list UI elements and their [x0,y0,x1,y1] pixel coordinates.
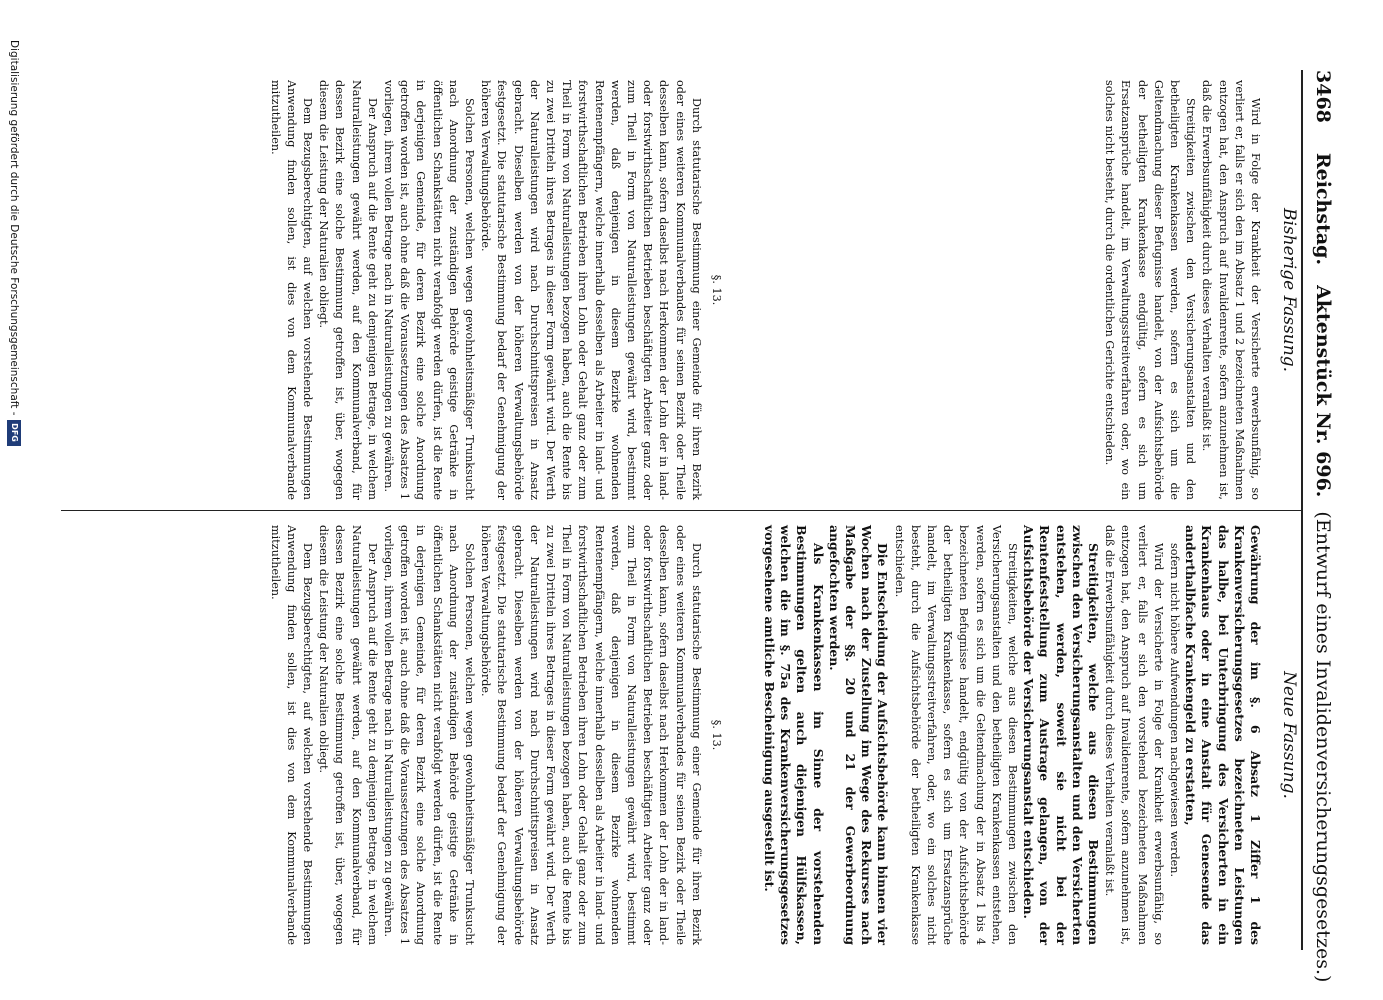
right-paragraph: Wird der Versicherte in Folge der Krankheit erwerbsunfähig, so verliert er, falls er sich den vorstehend bezeichneten Maßnahmen entzogen hat, den Anspruch auf Invalidenrente, sofern anzunehmen ist, daß die Erwerbsunfähigkeit durch dieses Verhalten veranlaßt ist. [1103,525,1165,945]
right-bold-paragraph: Als Krankenkassen im Sinne der vorstehenden Bestimmungen gelten auch diejenigen Hülfskassen, welchen die im §. 75a des Krankenversicherungsgesetzes vorgesehene amtliche Bescheinigung ausgestellt ist. [761,525,826,945]
section-heading: §. 13. [710,719,723,751]
dfg-logo-icon: DFG [7,420,21,446]
left-column-section [266,80,728,500]
publication-name: Reichstag. [1312,152,1334,266]
right-bold-paragraph: Streitigkeiten, welche aus diesen Bestimmungen zwischen den Versicherungsanstalten und den Versicherten entstehen, werden, soweit sie nicht bei der Rentenfeststellung zum Austrage gelangen, von der Aufsichtsbehörde der Versicherungsanstalt entschieden. [1021,525,1101,945]
left-paragraph: Wird in Folge der Krankheit der Versicherte erwerbsunfähig, so verliert er, falls er sich den im Absatz 1 und 2 bezeichneten Maßnahmen entzogen hat, den Anspruch auf Invalidenrente, sofern anzunehmen ist, daß die Erwerbsunfähigkeit durch dieses Verhalten veranlaßt ist. [1200,80,1262,500]
page-number: 3468 [1312,70,1334,123]
right-bold-paragraph: Gewährung der im §. 6 Absatz 1 Ziffer 1 des Krankenversicherungsgesetzes bezeichneten Leistungen das halbe, bei Unterbringung des Versicherten in ein Krankenhaus oder in eine Anstalt für Genesende das anderthalbfache Krankengeld zu erstatten, [1183,525,1263,945]
right-paragraph: Streitigkeiten, welche aus diesen Bestimmungen zwischen den Versicherungsanstalten und den betheiligten Krankenkassen entstehen, werden, sofern es sich um die Geltendmachung der in Absatz 1 bis 4 bezeichneten Befugnisse handelt, endgültig von der Aufsichtsbehörde der betheiligten Krankenkasse, sofern es sich um Ersatzansprüche handelt, im Verwaltungsstreitverfahren, oder, wo ein solches nicht besteht, durch die Aufsichtsbehörde der betheiligten Krankenkasse entschieden. [892,525,1019,945]
right-paragraph: sofern nicht höhere Aufwendungen nachgewiesen werden. [1167,543,1181,878]
header-rule [1301,70,1303,950]
credit-text: Digitalisierung gefördert durch die Deutsche Forschungsgemeinschaft - [8,40,20,416]
left-paragraph: Dem Bezugsberechtigten, auf welchen vorstehende Bestimmungen Anwendung finden sollen, ist dies von dem Kommunalverbande mitzutheilen. [268,80,314,500]
right-column [761,525,1263,945]
left-column-heading: Bisherige Fassung. [1279,208,1299,372]
left-paragraph: Durch statutarische Bestimmung einer Gemeinde für ihren Bezirk oder eines weiteren Kommunalverbandes für seinen Bezirk oder Theile desselben kann, sofern daselbst nach Herkommen der Lohn der in land- oder forstwirthschaftlichen Betrieben beschäftigten Arbeiter ganz oder zum Theil in Form von Naturalleistungen gewährt wird, bestimmt werden, daß denjenigen in diesem Bezirke wohnenden Rentenempfängern, welche innerhalb desselben als Arbeiter in land- und forstwirthschaftlichen Betrieben ihren Lohn oder Gehalt ganz oder zum Theil in Form von Naturalleistungen bezogen haben, auch die Rente bis zu zwei Dritteln ihres Betrages in dieser Form gewährt wird. Der Werth der Naturalleistungen wird nach Durchschnittspreisen in Ansatz gebracht. Dieselben werden von der höheren Verwaltungsbehörde festgesetzt. Die statutarische Bestimmung bedarf der Genehmigung der höheren Verwaltungsbehörde. [479,80,703,500]
left-paragraph: Streitigkeiten zwischen den Versicherungsanstalten und den betheiligten Krankenkassen werden, sofern es sich um die Geltendmachung dieser Befugnisse handelt, von der Aufsichtsbehörde der betheiligten Krankenkasse endgültig, sofern es sich um Ersatzansprüche handelt, im Verwaltungsstreitverfahren oder, wo ein solches nicht besteht, durch die ordentlichen Gerichte entschieden. [1103,80,1198,500]
right-bold-paragraph: Die Entscheidung der Aufsichtsbehörde kann binnen vier Wochen nach der Zustellung im Wege des Rekurses nach Maßgabe der §§. 20 und 21 der Gewerbeordnung angefochten werden. [826,525,891,945]
left-column [1101,80,1263,500]
column-divider [61,510,1301,511]
right-paragraph: Dem Bezugsberechtigten, auf welchen vorstehende Bestimmungen Anwendung finden sollen, ist dies von dem Kommunalverbande mitzutheilen. [268,525,314,945]
right-column-section [266,525,728,945]
right-paragraph: Der Anspruch auf die Rente geht zu demjenigen Betrage, in welchem Naturalleistungen gewährt werden, auf den Kommunalverband, für dessen Bezirk eine solche Bestimmung getroffen ist, über, wogegen diesem die Leistung der Naturalien obliegt. [317,525,379,945]
document-title: (Entwurf eines Invalidenversicherungsgesetzes.) [1312,511,1334,983]
document-number: Aktenstück Nr. 696. [1312,285,1334,498]
section-heading: §. 13. [710,274,723,306]
page-header [1303,70,1343,983]
right-column-heading: Neue Fassung. [1279,671,1299,799]
left-paragraph: Solchen Personen, welchen wegen gewohnheitsmäßiger Trunksucht nach Anordnung der zuständigen Behörde geistige Getränke in öffentlichen Schankstätten nicht verabfolgt werden dürfen, ist die Rente in derjenigen Gemeinde, für deren Bezirk eine solche Anordnung getroffen worden ist, auch ohne daß die Voraussetzungen des Absatzes 1 vorliegen, ihrem vollen Betrage nach in Naturalleistungen zu gewähren. [381,80,476,500]
left-paragraph: Der Anspruch auf die Rente geht zu demjenigen Betrage, in welchem Naturalleistungen gewährt werden, auf den Kommunalverband, für dessen Bezirk eine solche Bestimmung getroffen ist, über, wogegen diesem die Leistung der Naturalien obliegt. [317,80,379,500]
digitization-credit [7,40,21,940]
right-paragraph: Durch statutarische Bestimmung einer Gemeinde für ihren Bezirk oder eines weiteren Kommunalverbandes für seinen Bezirk oder Theile desselben kann, sofern daselbst nach Herkommen der Lohn der in land- oder forstwirthschaftlichen Betrieben beschäftigten Arbeiter ganz oder zum Theil in Form von Naturalleistungen gewährt wird, bestimmt werden, daß denjenigen in diesem Bezirke wohnenden Rentenempfängern, welche innerhalb desselben als Arbeiter in land- und forstwirthschaftlichen Betrieben ihren Lohn oder Gehalt ganz oder zum Theil in Form von Naturalleistungen bezogen haben, auch die Rente bis zu zwei Dritteln ihres Betrages in dieser Form gewährt wird. Der Werth der Naturalleistungen wird nach Durchschnittspreisen in Ansatz gebracht. Dieselben werden von der höheren Verwaltungsbehörde festgesetzt. Die statutarische Bestimmung bedarf der Genehmigung der höheren Verwaltungsbehörde. [479,525,703,945]
right-paragraph: Solchen Personen, welchen wegen gewohnheitsmäßiger Trunksucht nach Anordnung der zuständigen Behörde geistige Getränke in öffentlichen Schankstätten nicht verabfolgt werden dürfen, ist die Rente in derjenigen Gemeinde, für deren Bezirk eine solche Anordnung getroffen worden ist, auch ohne daß die Voraussetzungen des Absatzes 1 vorliegen, ihrem vollen Betrage nach in Naturalleistungen zu gewähren. [381,525,476,945]
